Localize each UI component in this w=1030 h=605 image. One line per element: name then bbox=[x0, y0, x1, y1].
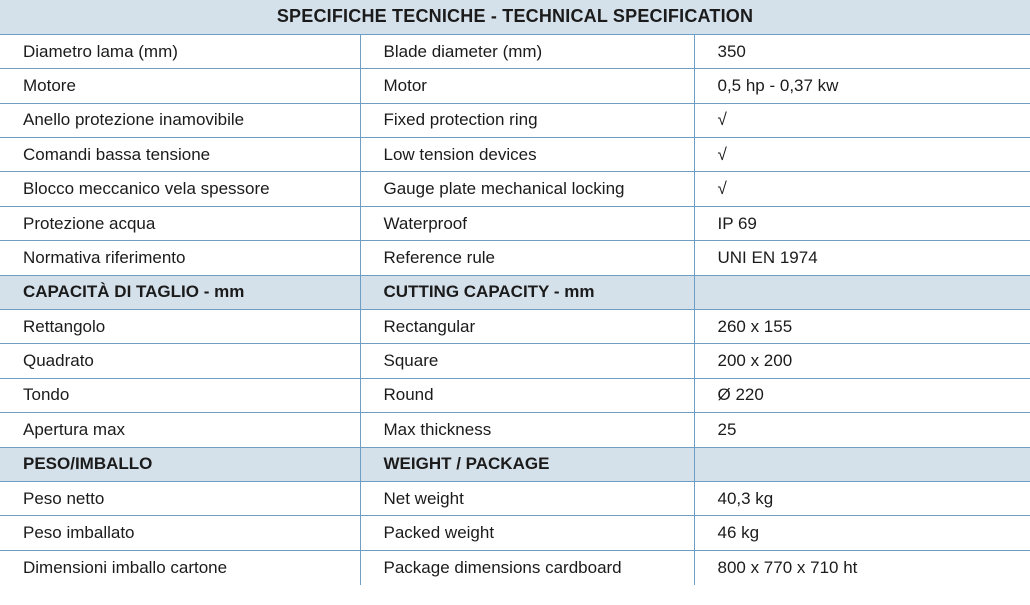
value-cell: √ bbox=[694, 103, 1030, 137]
italian-label-cell: Normativa riferimento bbox=[0, 241, 360, 275]
italian-label-cell: Tondo bbox=[0, 378, 360, 412]
english-label-cell: Net weight bbox=[360, 481, 694, 515]
table-row bbox=[0, 241, 1030, 275]
section-header-english-label: WEIGHT / PACKAGE bbox=[360, 447, 694, 481]
value-cell: 260 x 155 bbox=[694, 310, 1030, 344]
title-row bbox=[0, 0, 1030, 34]
table-row bbox=[0, 516, 1030, 550]
table-row bbox=[0, 172, 1030, 206]
value-cell: IP 69 bbox=[694, 206, 1030, 240]
italian-label-cell: Motore bbox=[0, 69, 360, 103]
value-cell: Ø 220 bbox=[694, 378, 1030, 412]
table-row bbox=[0, 413, 1030, 447]
table-row bbox=[0, 310, 1030, 344]
english-label-cell: Gauge plate mechanical locking bbox=[360, 172, 694, 206]
table-row bbox=[0, 34, 1030, 68]
english-label-cell: Rectangular bbox=[360, 310, 694, 344]
italian-label-cell: Comandi bassa tensione bbox=[0, 138, 360, 172]
italian-label-cell: Rettangolo bbox=[0, 310, 360, 344]
section-header-italian-label: PESO/IMBALLO bbox=[0, 447, 360, 481]
value-cell: √ bbox=[694, 138, 1030, 172]
table-row bbox=[0, 481, 1030, 515]
italian-label-cell: Protezione acqua bbox=[0, 206, 360, 240]
italian-label-cell: Quadrato bbox=[0, 344, 360, 378]
value-cell: UNI EN 1974 bbox=[694, 241, 1030, 275]
section-header-row bbox=[0, 275, 1030, 309]
italian-label-cell: Dimensioni imballo cartone bbox=[0, 550, 360, 584]
value-cell: 25 bbox=[694, 413, 1030, 447]
value-cell: 0,5 hp - 0,37 kw bbox=[694, 69, 1030, 103]
italian-label-cell: Peso imballato bbox=[0, 516, 360, 550]
value-cell: 46 kg bbox=[694, 516, 1030, 550]
table-row bbox=[0, 103, 1030, 137]
italian-label-cell: Apertura max bbox=[0, 413, 360, 447]
section-header-row bbox=[0, 447, 1030, 481]
section-header-value bbox=[694, 447, 1030, 481]
italian-label-cell: Peso netto bbox=[0, 481, 360, 515]
value-cell: 800 x 770 x 710 ht bbox=[694, 550, 1030, 584]
value-cell: 350 bbox=[694, 34, 1030, 68]
english-label-cell: Reference rule bbox=[360, 241, 694, 275]
english-label-cell: Round bbox=[360, 378, 694, 412]
table-row bbox=[0, 206, 1030, 240]
table-row bbox=[0, 550, 1030, 584]
english-label-cell: Square bbox=[360, 344, 694, 378]
table-row bbox=[0, 378, 1030, 412]
english-label-cell: Low tension devices bbox=[360, 138, 694, 172]
english-label-cell: Package dimensions cardboard bbox=[360, 550, 694, 584]
value-cell: 200 x 200 bbox=[694, 344, 1030, 378]
english-label-cell: Waterproof bbox=[360, 206, 694, 240]
value-cell: √ bbox=[694, 172, 1030, 206]
section-header-value bbox=[694, 275, 1030, 309]
table-row bbox=[0, 344, 1030, 378]
table-row bbox=[0, 69, 1030, 103]
english-label-cell: Packed weight bbox=[360, 516, 694, 550]
table-title: SPECIFICHE TECNICHE - TECHNICAL SPECIFICATION bbox=[0, 0, 1030, 34]
english-label-cell: Blade diameter (mm) bbox=[360, 34, 694, 68]
italian-label-cell: Diametro lama (mm) bbox=[0, 34, 360, 68]
english-label-cell: Max thickness bbox=[360, 413, 694, 447]
italian-label-cell: Anello protezione inamovibile bbox=[0, 103, 360, 137]
english-label-cell: Motor bbox=[360, 69, 694, 103]
section-header-italian-label: CAPACITÀ DI TAGLIO - mm bbox=[0, 275, 360, 309]
italian-label-cell: Blocco meccanico vela spessore bbox=[0, 172, 360, 206]
section-header-english-label: CUTTING CAPACITY - mm bbox=[360, 275, 694, 309]
value-cell: 40,3 kg bbox=[694, 481, 1030, 515]
english-label-cell: Fixed protection ring bbox=[360, 103, 694, 137]
table-row bbox=[0, 138, 1030, 172]
